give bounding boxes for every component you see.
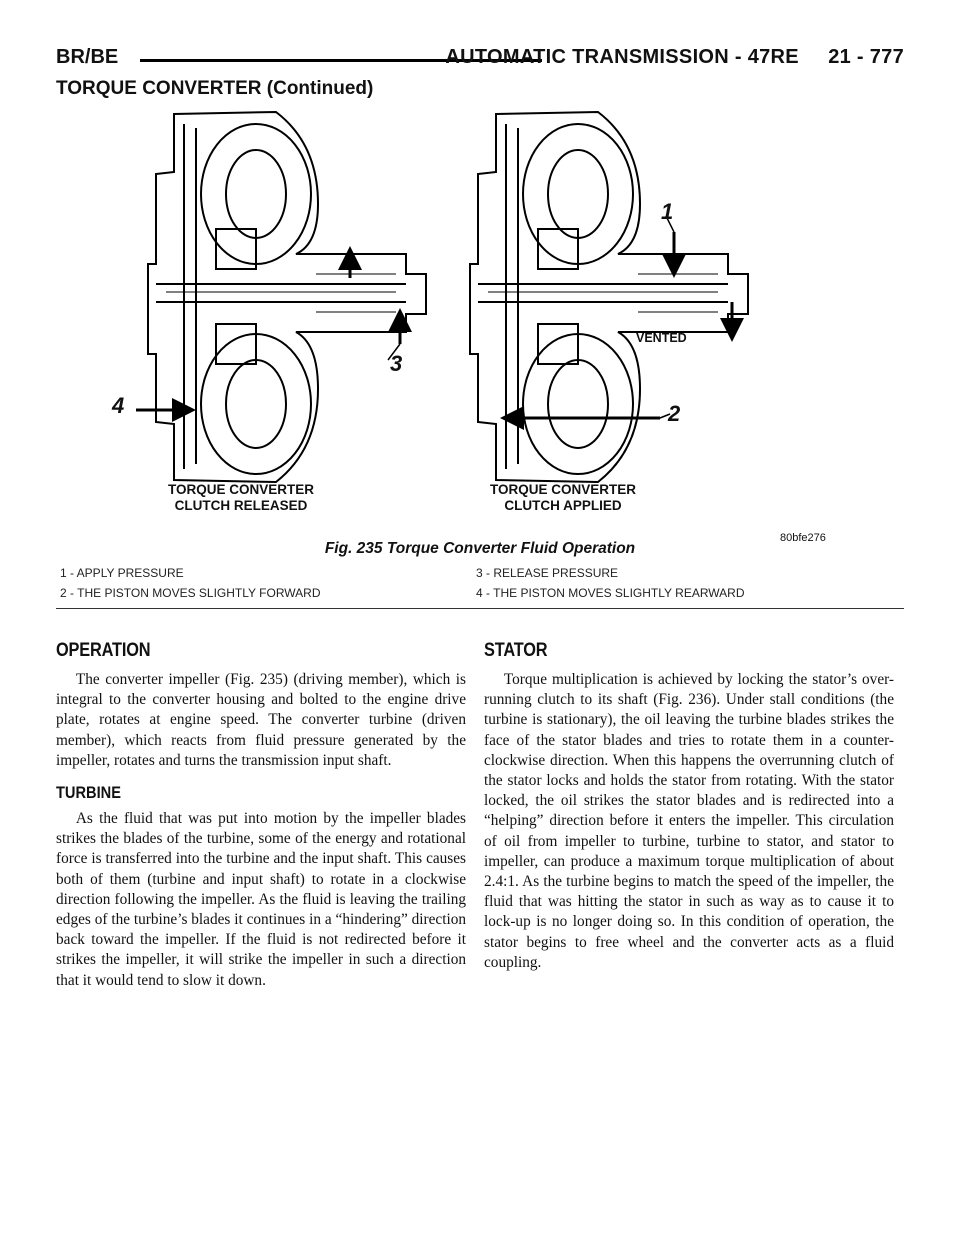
page-header (56, 46, 904, 76)
stator-heading: STATOR (484, 640, 548, 661)
callout-2: 2 (668, 401, 681, 426)
figure-235 (56, 104, 904, 610)
legend-item: 1 - APPLY PRESSURE (60, 566, 184, 580)
turbine-heading: TURBINE (56, 783, 121, 803)
figure-code: 80bfe276 (780, 532, 826, 544)
legend-item: 4 - THE PISTON MOVES SLIGHTLY REARWARD (476, 586, 745, 600)
operation-heading: OPERATION (56, 640, 151, 661)
converter-applied-drawing (470, 112, 748, 482)
legend-item: 3 - RELEASE PRESSURE (476, 566, 619, 580)
vented-label: VENTED (636, 331, 687, 345)
operation-text: The converter impeller (Fig. 235) (driving member), which is integral to the converter housing and bolted to the engine drive plate, rotates at engine speed. The converter turbine (driven member), which reacts from fluid pressure generated by the impeller, rotates and turns the transmission input shaft. (56, 671, 466, 769)
legend-item: 2 - THE PISTON MOVES SLIGHTLY FORWARD (60, 586, 321, 600)
callout-3: 3 (390, 351, 403, 376)
callout-1: 1 (661, 199, 674, 224)
turbine-text: As the fluid that was put into motion by the impeller blades strikes the blades of the turbine, some of the energy and rotational force is transferred into the turbine and the input shaft. This causes both of them (turbine and input shaft) to rotate in a clockwise direction following the impeller. As the fluid is leaving the trailing edges of the turbine’s blades it continues in a “hindering” direction back toward the impeller. If the fluid is not redirected before it strikes the impeller, it will strike the impeller in such a direction that it would tend to slow it down. (56, 810, 466, 989)
figure-caption: Fig. 235 Torque Converter Fluid Operation (324, 540, 636, 557)
figure-divider (56, 608, 904, 609)
section-title: TORQUE CONVERTER (Continued) (56, 78, 374, 99)
released-label: TORQUE CONVERTER CLUTCH RELEASED (167, 482, 314, 513)
header-model: BR/BE (56, 46, 119, 68)
torque-converter-illustration (56, 104, 904, 534)
applied-label: TORQUE CONVERTER CLUTCH APPLIED (489, 482, 636, 513)
converter-released-drawing (148, 112, 426, 482)
callout-4: 4 (112, 393, 125, 418)
right-column (484, 640, 894, 973)
header-section-page: AUTOMATIC TRANSMISSION - 47RE 21 - 777 (445, 46, 904, 68)
left-column (56, 640, 466, 991)
stator-text: Torque multiplication is achieved by locking the stator’s over-running clutch to its shaft (Fig. 236). Under stall conditions (the turbine is stationary), the oil leaving the turbine blades strikes the face of the stator blades and tries to rotate them in a counter-clockwise direction. When this happens the overrunning clutch of the stator locks and holds the stator from rotating. With the stator locked, the oil strikes the stator blades and is redirected into a “helping” direction before it enters the impeller. This circulation of oil from impeller to turbine, turbine to stator, and stator to impeller, can produce a maximum torque multiplication of about 2.4:1. As the turbine begins to match the speed of the impeller, the fluid that was hitting the stator in such as way as to cause it to lock-up is no longer doing so. In this condition of operation, the stator begins to free wheel and the converter acts as a fluid coupling. (484, 671, 894, 971)
